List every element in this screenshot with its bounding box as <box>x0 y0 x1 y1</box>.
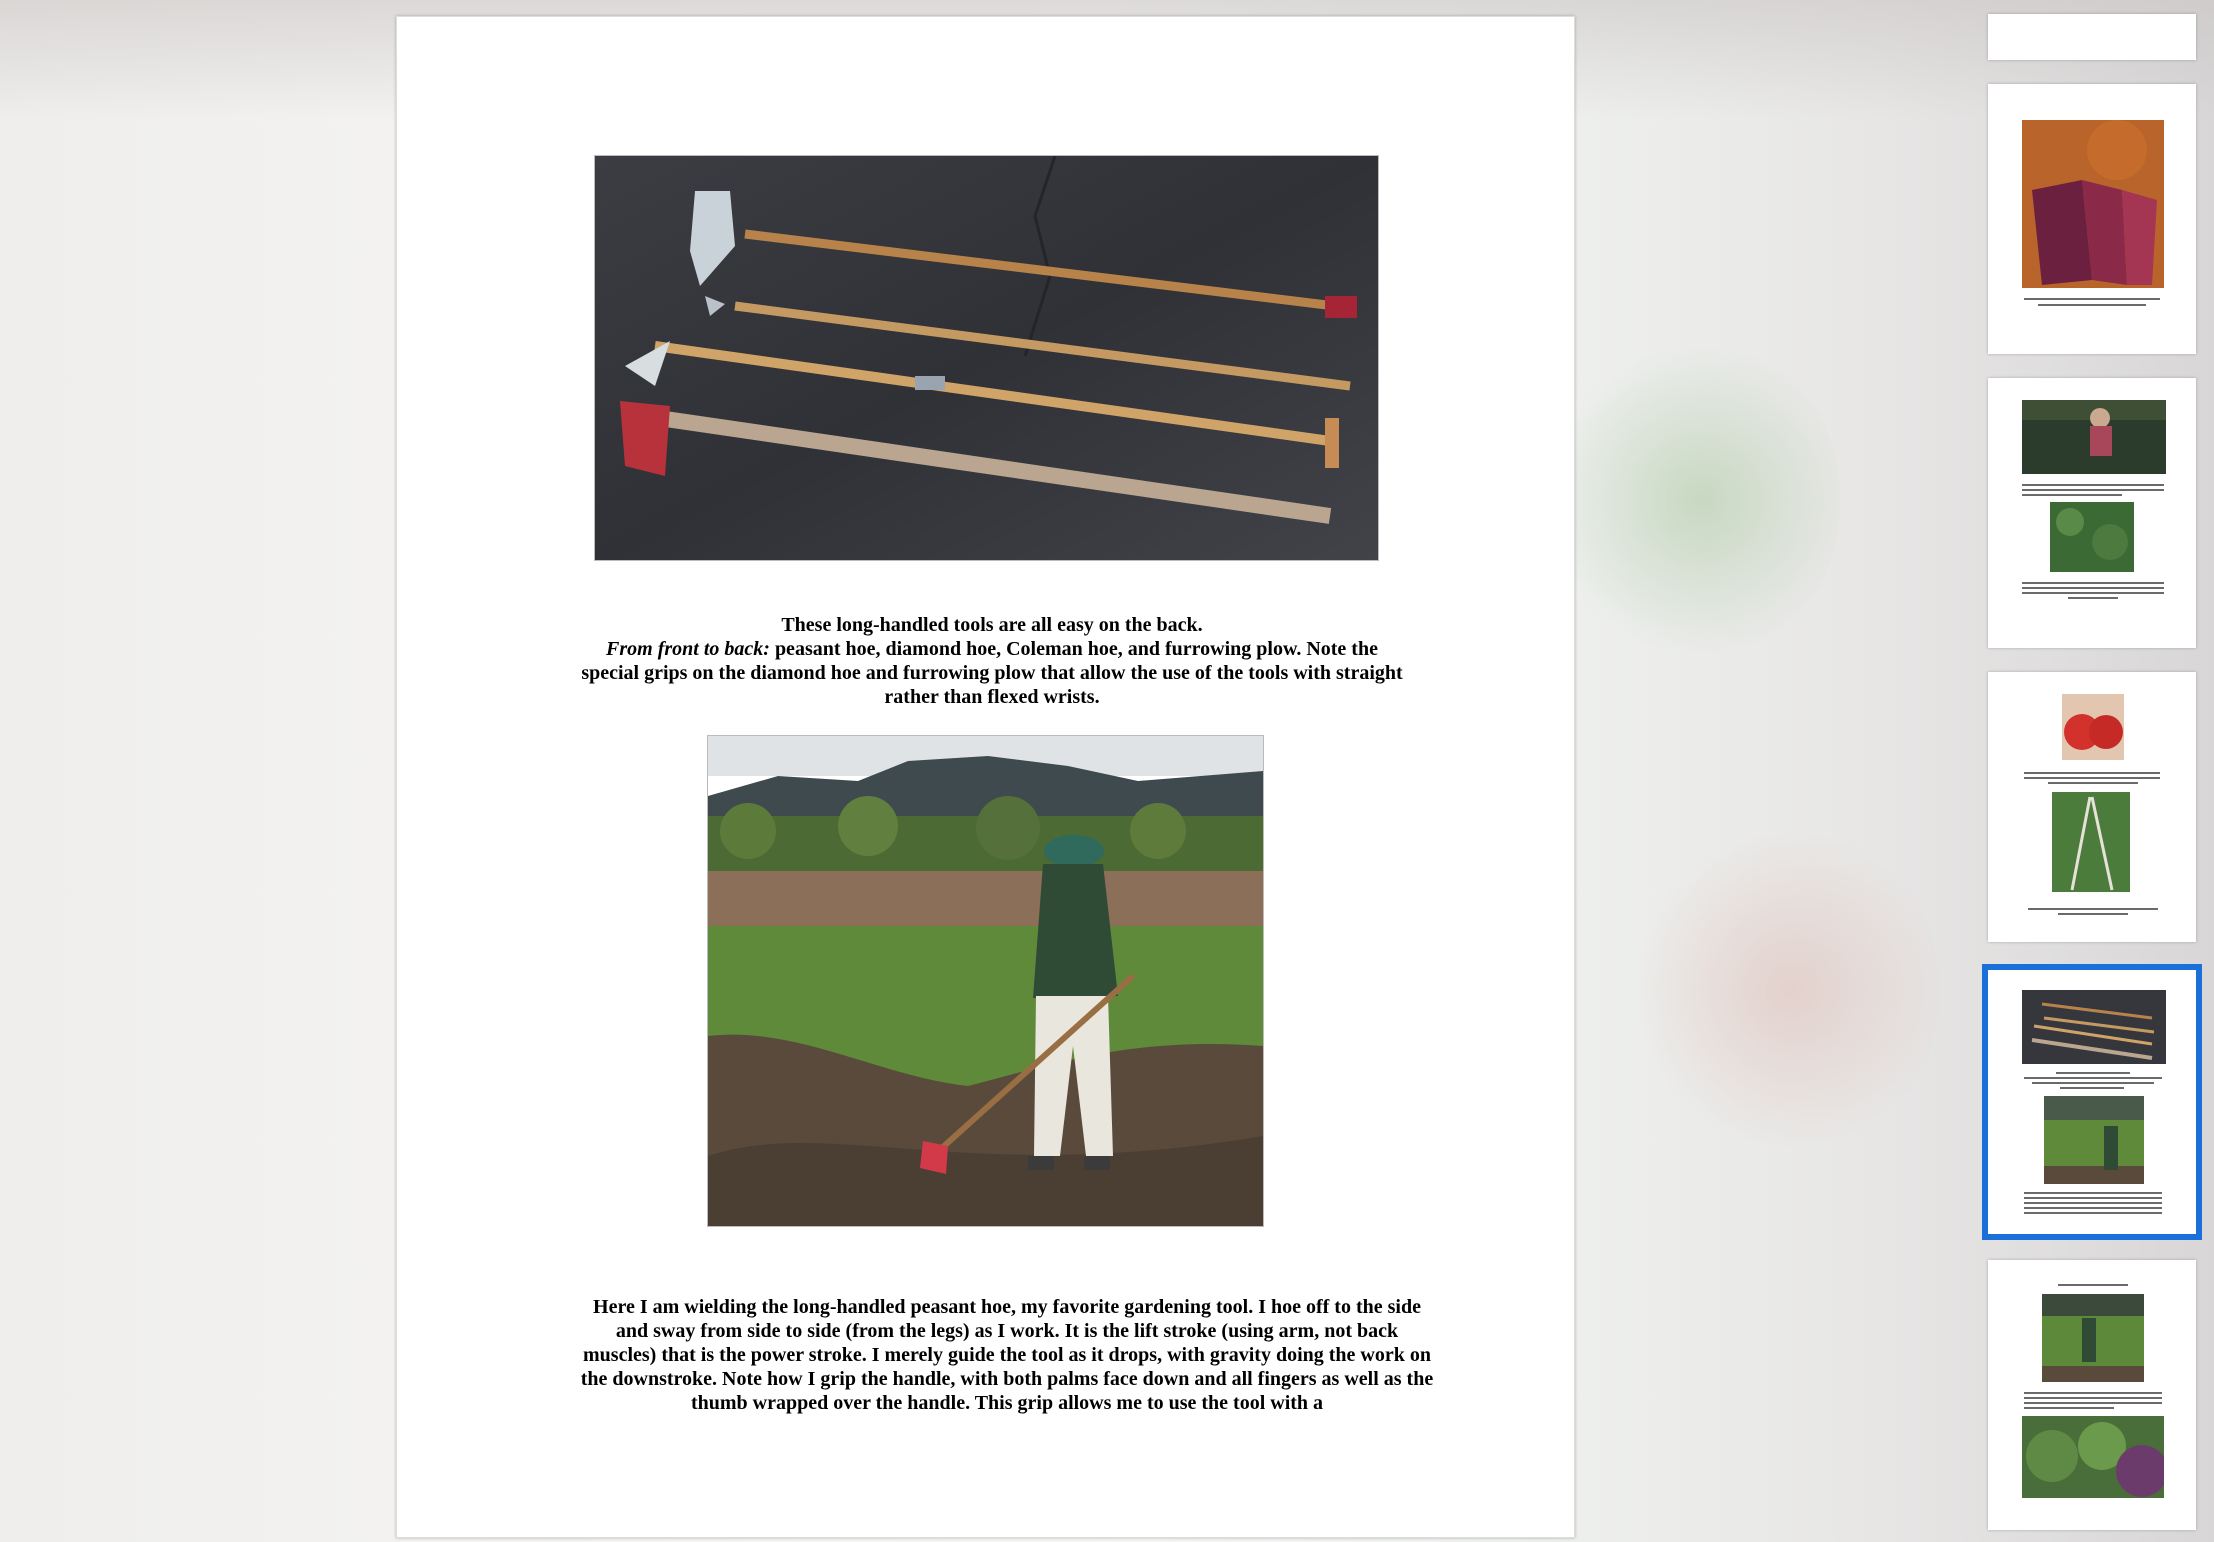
thumbnail-image <box>2022 1416 2164 1498</box>
page-thumbnail-selected[interactable] <box>1988 970 2196 1234</box>
caption-body <box>577 637 1407 709</box>
background-blur <box>1640 820 1940 1160</box>
tools-caption <box>577 613 1407 709</box>
page-thumbnail[interactable] <box>1988 14 2196 60</box>
thumbnail-image <box>2022 400 2166 474</box>
page-thumbnail[interactable] <box>1988 1260 2196 1530</box>
page-thumbnail[interactable] <box>1988 84 2196 354</box>
caption-italic: From front to back: <box>606 638 770 660</box>
caption-rest: peasant hoe, diamond hoe, Coleman hoe, and furrowing plow. Note the special grips on the diamond hoe and furrowing plow that allow the use of the tools with straight rather than flexed wrists. <box>581 638 1403 708</box>
thumbnail-image <box>2052 792 2130 892</box>
caption-line: These long-handled tools are all easy on the back. <box>781 614 1203 636</box>
document-page[interactable] <box>396 16 1575 1538</box>
page-thumbnail[interactable] <box>1988 378 2196 648</box>
thumbnail-image <box>2050 502 2134 572</box>
tools-photo <box>594 155 1379 561</box>
page-thumbnail[interactable] <box>1988 672 2196 942</box>
thumbnail-image <box>2044 1096 2144 1184</box>
thumbnail-image <box>2042 1294 2144 1382</box>
thumbnail-image <box>2062 694 2124 760</box>
background-blur <box>1560 330 1840 670</box>
thumbnail-image <box>2022 990 2166 1064</box>
thumbnail-image <box>2022 120 2164 288</box>
gardener-photo <box>707 735 1264 1227</box>
gardener-caption: Here I am wielding the long-handled peasant hoe, my favorite gardening tool. I hoe off to the side and sway from side to side (from the legs) as I work. It is the lift stroke (using arm, not back muscles) that is the power stroke. I merely guide the tool as it drops, with gravity doing the work on the downstroke. Note how I grip the handle, with both palms face down and all fingers as well as the thumb wrapped over the handle. This grip allows me to use the tool with a <box>580 1296 1434 1414</box>
